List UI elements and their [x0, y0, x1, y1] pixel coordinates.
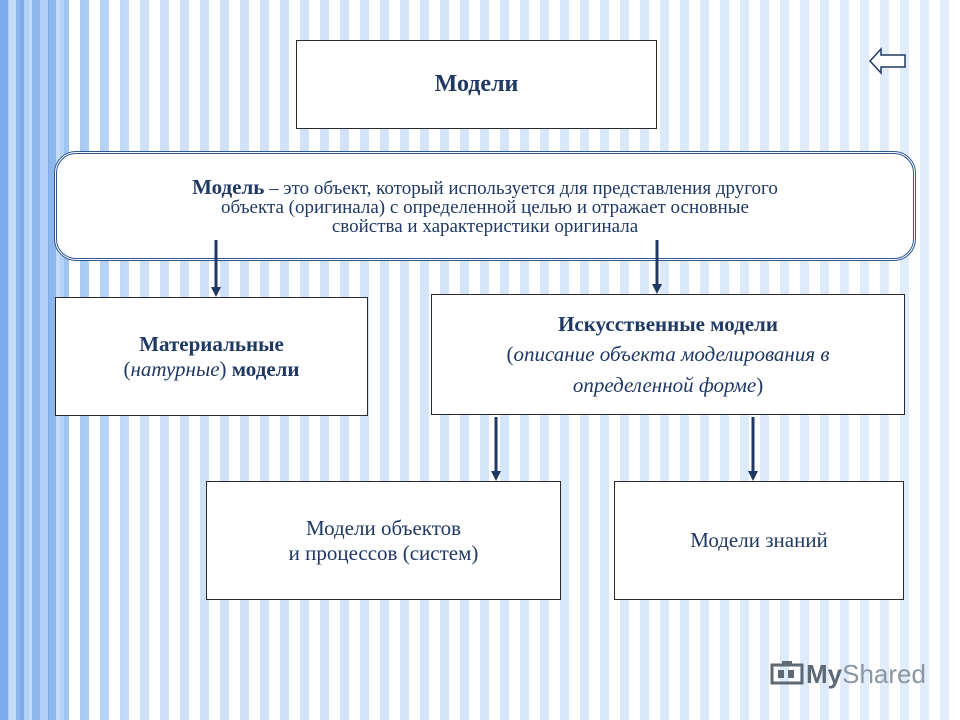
definition-line-1 [192, 174, 778, 199]
definition-text-1: – это объект, который используется для представления другого [264, 177, 778, 199]
definition-term: Модель [192, 174, 265, 199]
artificial-heading: Искусственные модели [558, 311, 778, 336]
artificial-italic-1: описание объекта моделирования в [513, 342, 830, 367]
knowledge-models-label: Модели знаний [690, 528, 828, 552]
myshared-logo-icon [770, 659, 806, 689]
definition-line-2: объекта (оригинала) с определенной целью и отражает основные [221, 196, 749, 218]
material-subtitle [123, 357, 299, 381]
material-models-box [55, 297, 368, 416]
artificial-desc-2 [573, 370, 763, 400]
material-paren-open: ( [123, 356, 131, 381]
object-models-box [206, 481, 561, 600]
artificial-desc-1 [507, 339, 830, 369]
artificial-models-box [431, 294, 905, 415]
logo-text-shared: Shared [842, 658, 926, 689]
definition-line-3: свойства и характеристики оригинала [331, 215, 639, 237]
knowledge-models-box [614, 481, 904, 600]
left-arrow-icon[interactable] [868, 46, 908, 76]
definition-box [54, 151, 916, 261]
myshared-logo [770, 652, 930, 696]
material-paren-close: ) [219, 356, 227, 381]
artificial-paren-open: ( [506, 342, 514, 367]
artificial-paren-close: ) [756, 372, 764, 397]
logo-text-my: My [806, 658, 843, 689]
object-models-line-1: Модели объектов [305, 516, 462, 541]
material-tail: модели [226, 356, 300, 381]
object-models-line-2: и процессов (систем) [288, 540, 479, 565]
page-title: Модели [434, 71, 519, 97]
material-heading: Материальные [139, 332, 284, 357]
artificial-italic-2: определенной форме [572, 372, 757, 397]
material-italic: натурные [130, 356, 220, 381]
title-box [296, 40, 657, 129]
